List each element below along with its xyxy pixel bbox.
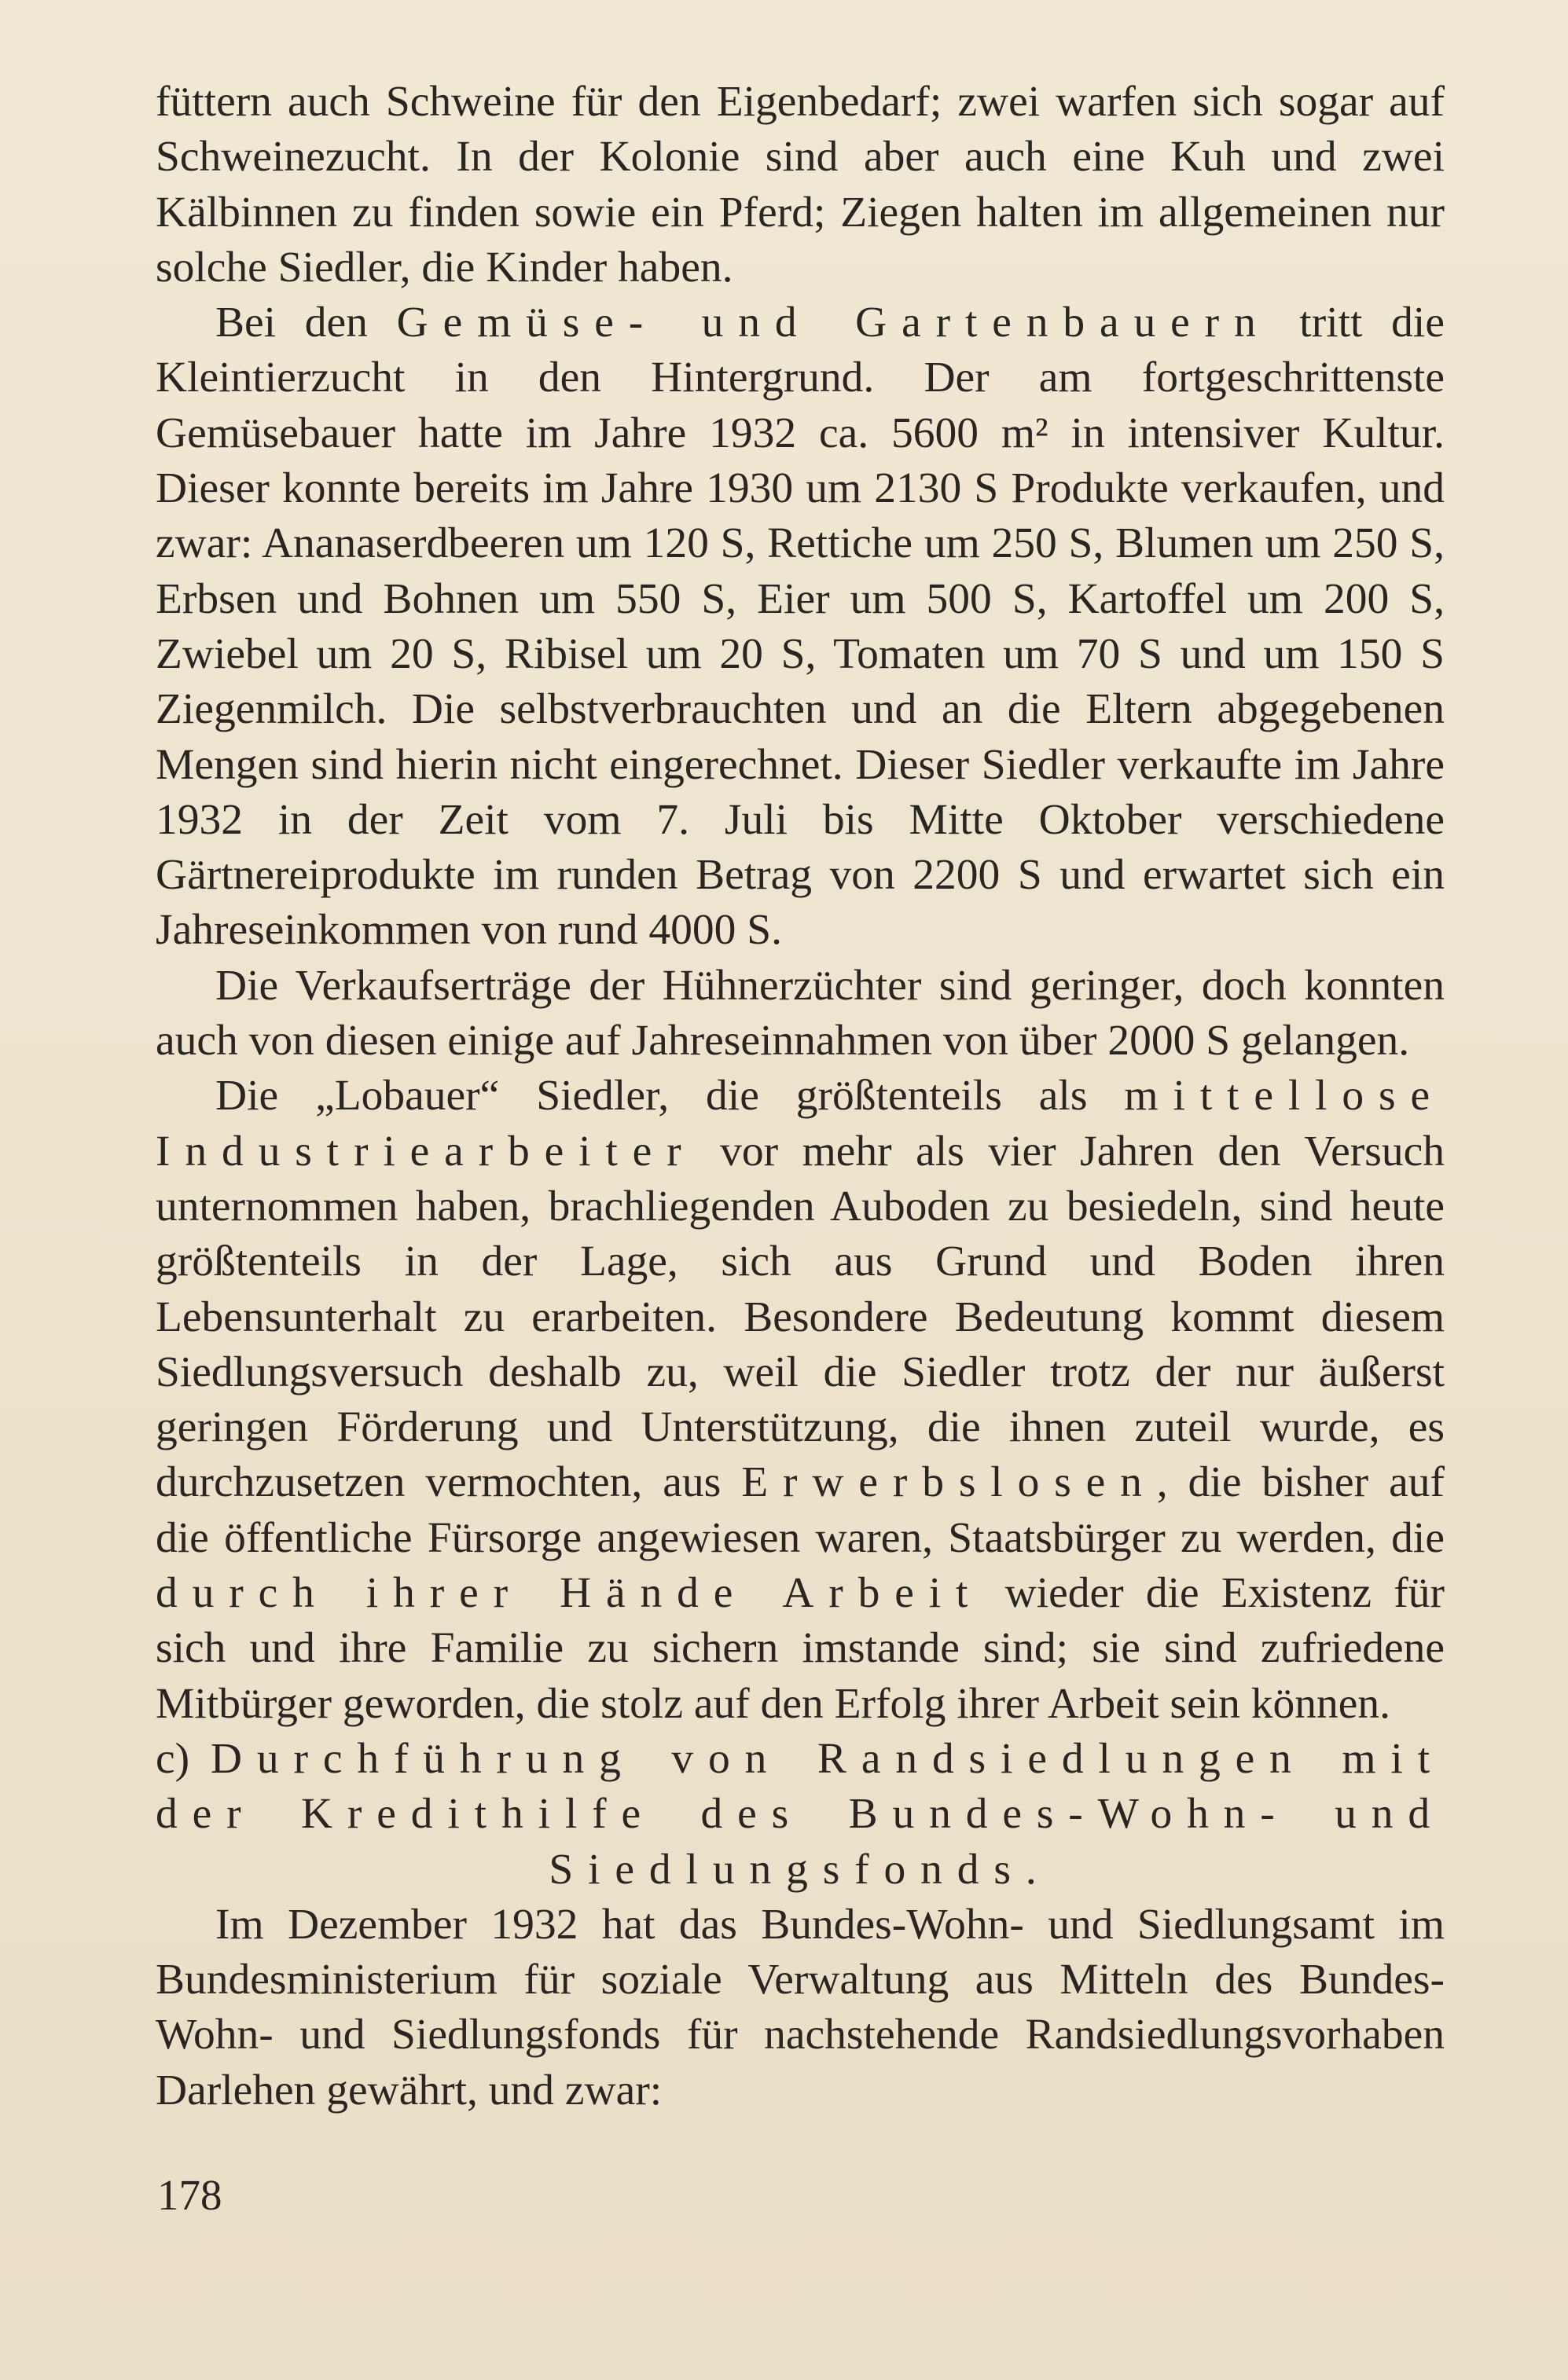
emphasis-destitute-workers: mittellose Industriearbeiter bbox=[156, 1072, 1445, 1175]
paragraph-lobau-mid2: , die bisher auf die öffentliche Fürsorge angewiesen waren, Staatsbürger zu werden, die bbox=[156, 1458, 1445, 1562]
paragraph-vegetable-growers-rest: tritt die Kleintierzucht in den Hintergrund. Der am fortgeschrittenste Gemüsebauer hatte im Jahre 1932 ca. 5600 m² in intensiver Kultur. Dieser konnte bereits im Jahre 1930 um 2130 S Produkte verkaufen, und zwar: Ananaserdbeeren um 120 S, Rettiche um 250 S, Blumen um 250 S, Erbsen und Bohnen um 550 S, Eier um 500 S, Kartoffel um 200 S, Zwiebel um 20 S, Ribisel um 20 S, Tomaten um 70 S und um 150 S Ziegenmilch. Die selbstverbrauchten und an die Eltern abgegebenen Mengen sind hierin nicht eingerechnet. Dieser Siedler verkaufte im Jahre 1932 in der Zeit vom 7. Juli bis Mitte Oktober verschiedene Gärtnereiprodukte im runden Betrag von 2200 S und erwartet sich ein Jahreseinkommen von rund 4000 S. bbox=[156, 299, 1445, 955]
text-column bbox=[156, 75, 1445, 2118]
paragraph-vegetable-growers-start: Bei den bbox=[215, 299, 397, 347]
paragraph-livestock: füttern auch Schweine für den Eigenbedarf; zwei warfen sich sogar auf Schweinezucht. In der Kolonie sind aber auch eine Kuh und zwei Kälbinnen zu finden sowie ein Pferd; Ziegen halten im allgemeinen nur solche Siedler, die Kinder haben. bbox=[156, 78, 1445, 292]
emphasis-vegetable-growers: Gemüse- und Gartenbauern bbox=[396, 299, 1271, 347]
paragraph-lobau-mid1: vor mehr als vier Jahren den Versuch unternommen haben, brachliegenden Auboden zu besiedeln, sind heute größtenteils in der Lage, sich aus Grund und Boden ihren Lebensunterhalt zu erarbeiten. Besondere Bedeutung kommt diesem Siedlungsversuch deshalb zu, weil die Siedler trotz der nur äußerst geringen Förderung und Unterstützung, die ihnen zuteil wurde, es durchzusetzen vermochten, aus bbox=[156, 1127, 1445, 1507]
paragraph-lobau-settlers bbox=[156, 1069, 1445, 1732]
paragraph-december-1932: Im Dezember 1932 hat das Bundes-Wohn- und Siedlungsamt im Bundesministerium für soziale Verwaltung aus Mitteln des Bundes-Wohn- und Siedlungsfonds für nachstehende Randsiedlungsvorhaben Darlehen gewährt, und zwar: bbox=[156, 1900, 1445, 2114]
paragraph-lobau-start: Die „Lobauer“ Siedler, die größtenteils als bbox=[215, 1072, 1125, 1120]
section-heading bbox=[156, 1732, 1445, 1898]
emphasis-unemployed: Erwerbslosen bbox=[741, 1458, 1157, 1507]
paragraph-lobau-end: wieder die Existenz für sich und ihre Familie zu sichern imstande sind; sie sind zufriedene Mitbürger geworden, die stolz auf den Erfolg ihrer Arbeit sein können. bbox=[156, 1569, 1445, 1728]
section-heading-prefix: c) bbox=[156, 1734, 211, 1783]
emphasis-own-work: durch ihrer Hände Arbeit bbox=[156, 1569, 983, 1618]
paragraph-poultry-farmers: Die Verkaufserträge der Hühnerzüchter sind geringer, doch konnten auch von diesen einige auf Jahreseinnahmen von über 2000 S gelangen. bbox=[156, 961, 1445, 1065]
section-heading-text: Durchführung von Randsiedlungen mit der Kredithilfe des Bundes-Wohn- und Siedlungsfonds. bbox=[156, 1734, 1445, 1894]
paragraph-vegetable-growers bbox=[156, 295, 1445, 959]
page-number: 178 bbox=[157, 2171, 222, 2219]
